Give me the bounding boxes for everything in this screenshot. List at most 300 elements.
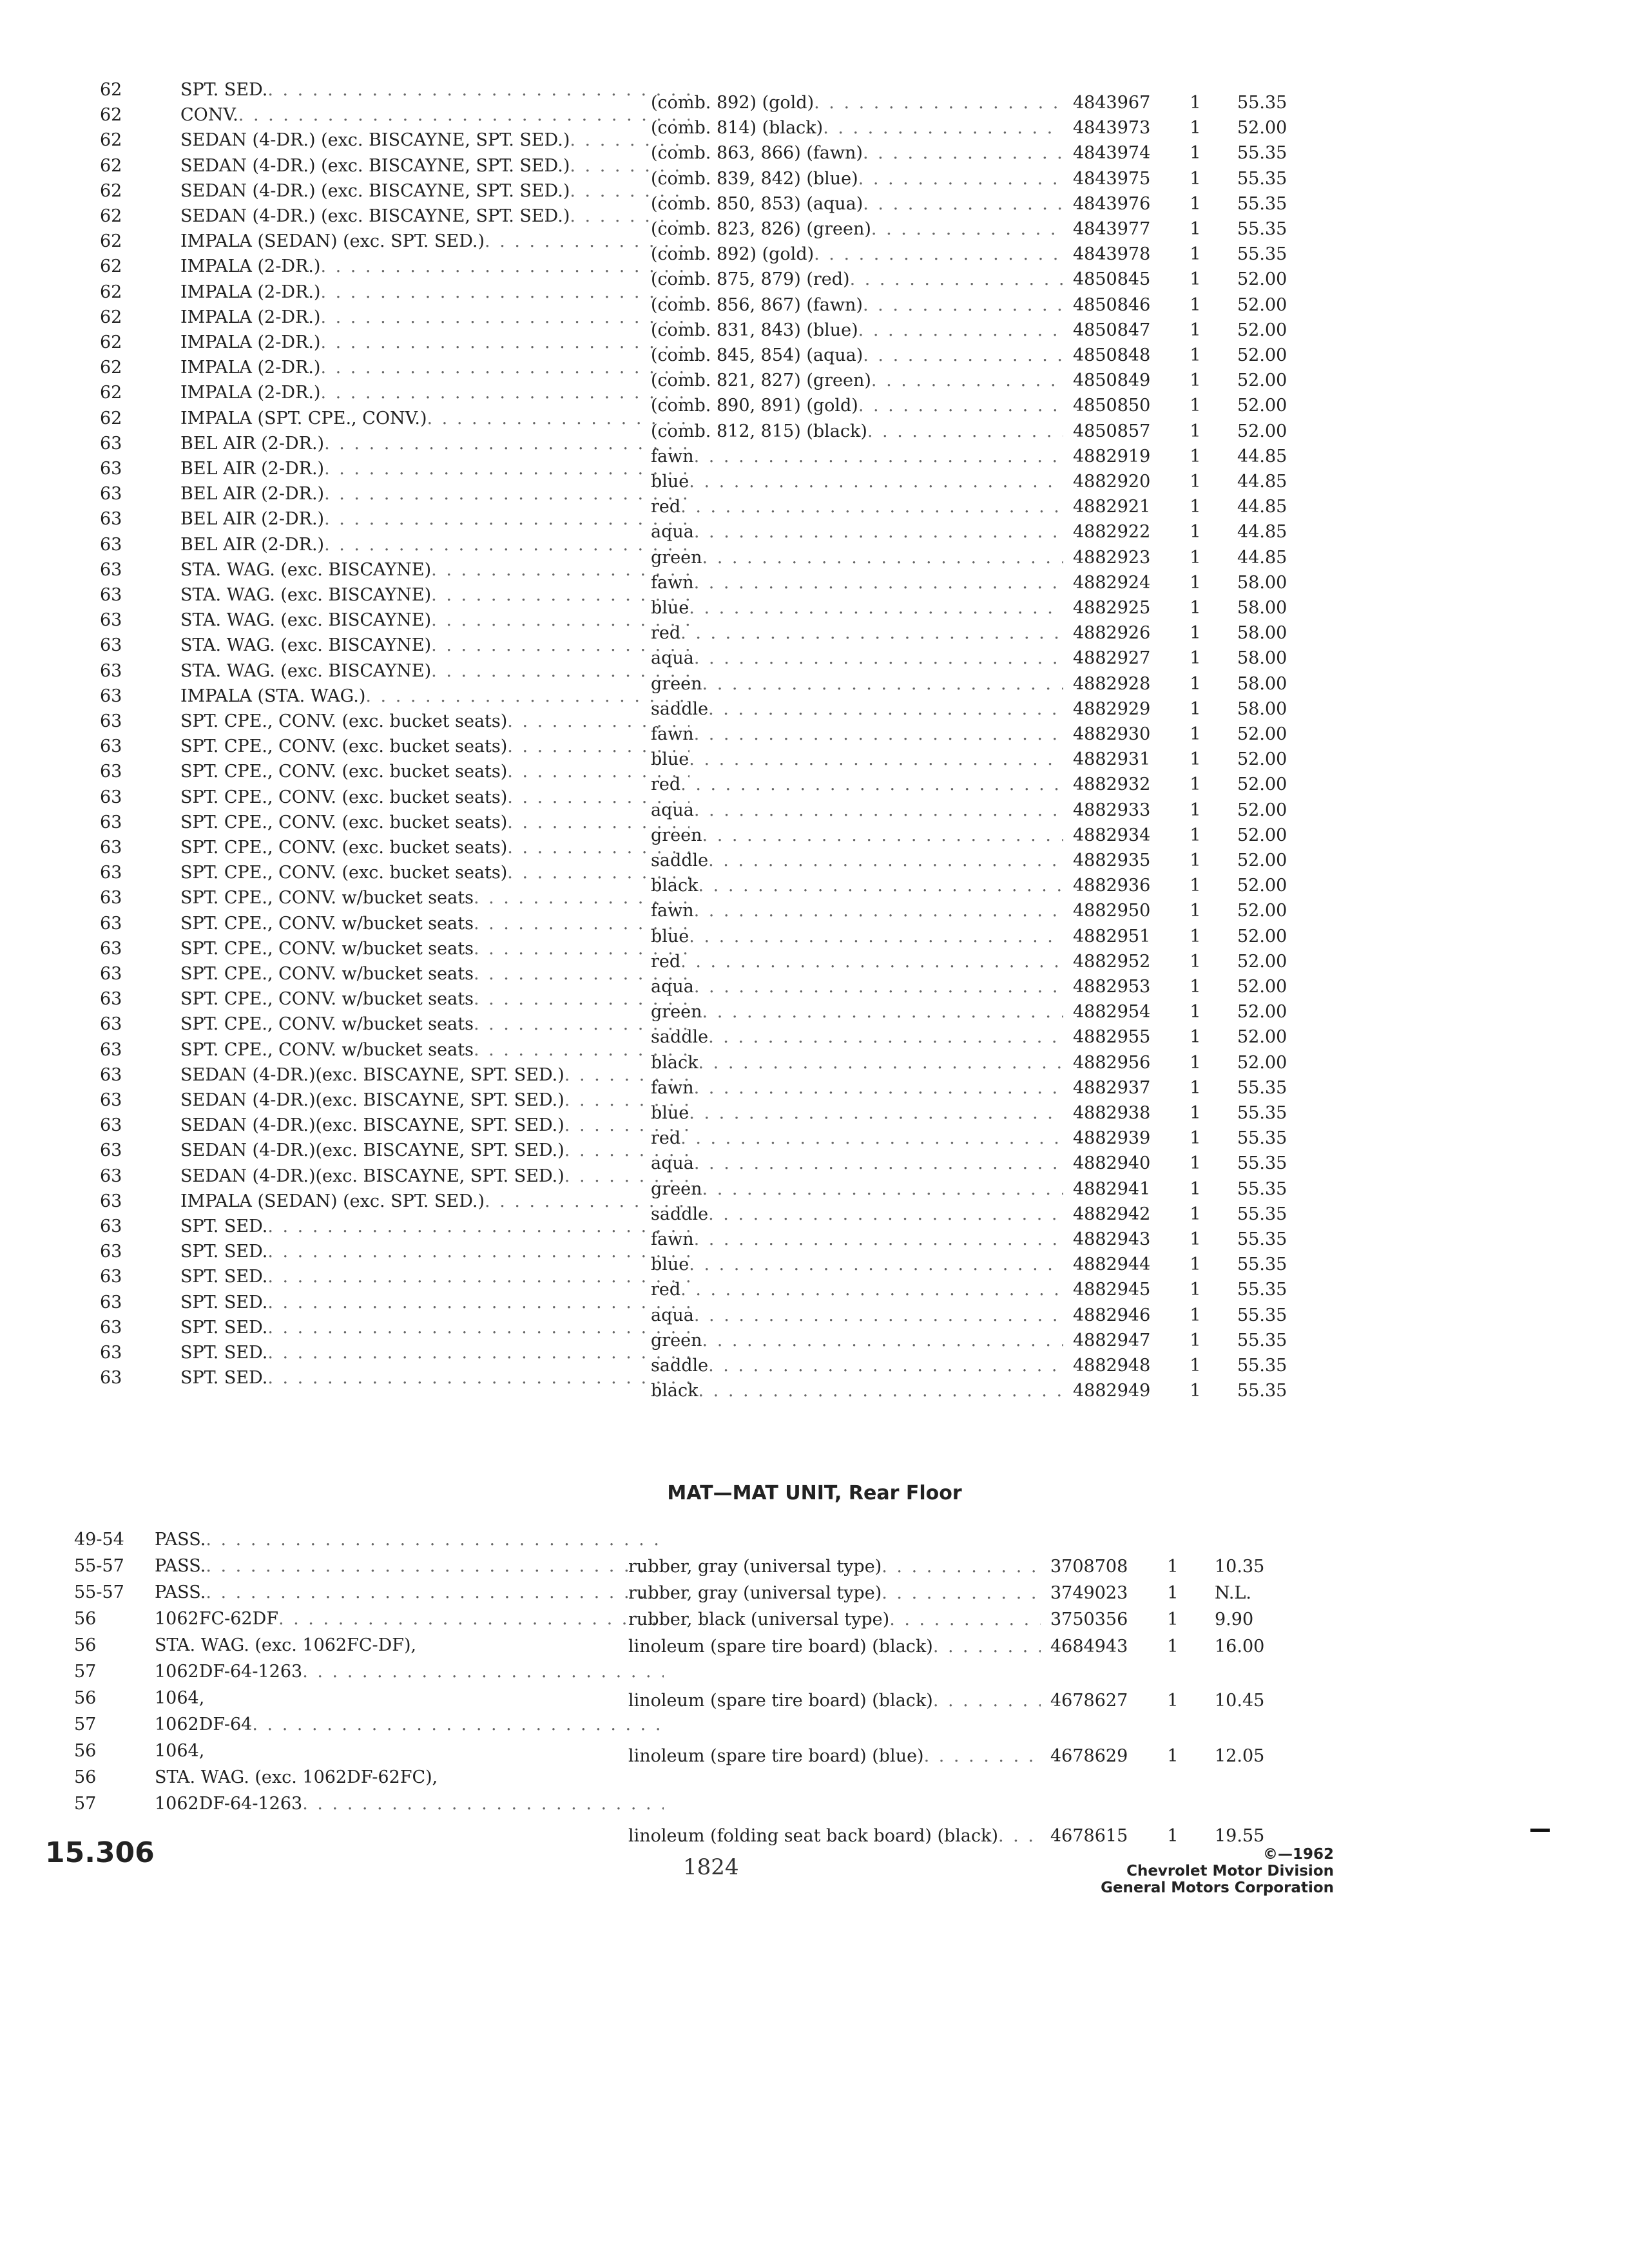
table-row bbox=[74, 1791, 667, 1817]
quantity: 1 bbox=[1190, 396, 1201, 416]
leader-dots bbox=[867, 419, 1063, 445]
leader-dots bbox=[998, 1823, 1041, 1849]
price: 44.85 bbox=[1237, 497, 1287, 517]
table-row bbox=[100, 986, 693, 1012]
model-description-text: SPT. SED. bbox=[180, 1242, 268, 1262]
quantity: 1 bbox=[1190, 93, 1201, 113]
model-description bbox=[155, 1633, 664, 1658]
table-row bbox=[651, 191, 1334, 217]
model-description-text: IMPALA (2-DR.) bbox=[180, 383, 321, 403]
leader-dots bbox=[206, 1553, 664, 1579]
quantity: 1 bbox=[1190, 573, 1201, 593]
leader-dots bbox=[871, 216, 1063, 242]
model-description-text: BEL AIR (2-DR.) bbox=[180, 509, 325, 529]
leader-dots bbox=[324, 506, 689, 532]
price: 55.35 bbox=[1237, 1153, 1287, 1173]
part-number: 4882951 bbox=[1073, 927, 1151, 947]
quantity: 1 bbox=[1190, 749, 1201, 769]
table-row bbox=[651, 1378, 1334, 1404]
part-number: 4882956 bbox=[1073, 1053, 1151, 1073]
model-description-text: IMPALA (2-DR.) bbox=[180, 282, 321, 302]
model-description-text: SEDAN (4-DR.)(exc. BISCAYNE, SPT. SED.) bbox=[180, 1065, 564, 1085]
table-row bbox=[100, 633, 693, 658]
model-year: 62 bbox=[100, 181, 122, 201]
part-description-text: red bbox=[651, 774, 681, 794]
part-description-text: aqua bbox=[651, 800, 694, 820]
leader-dots bbox=[689, 1100, 1063, 1126]
table-row bbox=[651, 898, 1334, 924]
model-description-text: SEDAN (4-DR.)(exc. BISCAYNE, SPT. SED.) bbox=[180, 1140, 564, 1160]
part-description bbox=[651, 393, 1063, 419]
leader-dots bbox=[694, 1303, 1063, 1329]
quantity: 1 bbox=[1190, 1002, 1201, 1022]
table-row bbox=[100, 1189, 693, 1215]
price: 52.00 bbox=[1237, 1053, 1287, 1073]
quantity: 1 bbox=[1190, 598, 1201, 618]
part-description-text: fawn bbox=[651, 1078, 694, 1098]
model-description-text: PASS. bbox=[155, 1530, 206, 1550]
price: 12.05 bbox=[1215, 1746, 1265, 1766]
price: 55.35 bbox=[1237, 1179, 1287, 1199]
model-description bbox=[180, 1365, 689, 1391]
leader-dots bbox=[680, 1277, 1063, 1303]
part-number: 4882921 bbox=[1073, 497, 1151, 517]
part-description bbox=[651, 823, 1063, 849]
model-year: 63 bbox=[100, 1090, 122, 1110]
quantity: 1 bbox=[1190, 370, 1201, 390]
part-description bbox=[651, 1227, 1063, 1253]
model-year: 62 bbox=[100, 206, 122, 226]
part-description bbox=[651, 974, 1063, 1000]
model-description bbox=[180, 1315, 689, 1341]
part-description-text: saddle bbox=[651, 1204, 709, 1224]
table-row bbox=[651, 570, 1334, 596]
part-number: 4882928 bbox=[1073, 674, 1151, 694]
model-description-text: SEDAN (4-DR.) (exc. BISCAYNE, SPT. SED.) bbox=[180, 181, 570, 201]
leader-dots bbox=[933, 1688, 1041, 1714]
part-description bbox=[651, 1277, 1063, 1303]
price: 52.00 bbox=[1237, 876, 1287, 896]
part-description bbox=[651, 873, 1063, 899]
price: 58.00 bbox=[1237, 623, 1287, 643]
table-row bbox=[651, 747, 1334, 773]
leader-dots bbox=[814, 242, 1063, 267]
leader-dots bbox=[320, 280, 689, 305]
model-year: 63 bbox=[100, 1267, 122, 1287]
quantity: 1 bbox=[1190, 1381, 1201, 1401]
price: 55.35 bbox=[1237, 1305, 1287, 1325]
part-description bbox=[651, 924, 1063, 950]
model-year: 55-57 bbox=[74, 1582, 124, 1602]
quantity: 1 bbox=[1190, 699, 1201, 719]
part-description bbox=[651, 747, 1063, 773]
table-row bbox=[651, 90, 1334, 116]
part-number: 4850857 bbox=[1073, 421, 1151, 441]
part-number: 4850845 bbox=[1073, 269, 1151, 289]
price: 55.35 bbox=[1237, 219, 1287, 239]
part-number: 4882923 bbox=[1073, 548, 1151, 568]
part-description-text: red bbox=[651, 1128, 681, 1148]
model-description-text: SEDAN (4-DR.)(exc. BISCAYNE, SPT. SED.) bbox=[180, 1166, 564, 1186]
model-year: 63 bbox=[100, 888, 122, 908]
table-row bbox=[100, 1138, 693, 1164]
model-description-text: SPT. SED. bbox=[180, 1293, 268, 1312]
leader-dots bbox=[694, 519, 1063, 545]
part-number: 4882927 bbox=[1073, 648, 1151, 668]
table-row bbox=[651, 166, 1334, 192]
leader-dots bbox=[680, 949, 1063, 975]
leader-dots bbox=[702, 1177, 1063, 1202]
model-year: 63 bbox=[100, 661, 122, 681]
table-row bbox=[100, 785, 693, 811]
model-description-text: SPT. SED. bbox=[180, 1343, 268, 1363]
leader-dots bbox=[708, 848, 1063, 874]
leader-dots bbox=[694, 798, 1063, 823]
leader-dots bbox=[694, 444, 1063, 470]
leader-dots bbox=[708, 1202, 1063, 1227]
leader-dots bbox=[302, 1791, 664, 1817]
part-description bbox=[651, 368, 1063, 394]
part-description bbox=[651, 419, 1063, 445]
part-description bbox=[651, 216, 1063, 242]
price: 10.35 bbox=[1215, 1557, 1265, 1577]
leader-dots bbox=[694, 722, 1063, 747]
part-description-text: blue bbox=[651, 1254, 689, 1274]
part-number: 4678627 bbox=[1050, 1691, 1128, 1711]
model-description bbox=[155, 1553, 664, 1579]
model-year: 62 bbox=[100, 307, 122, 327]
table-row bbox=[651, 469, 1334, 495]
part-number: 4850846 bbox=[1073, 295, 1151, 315]
table-row bbox=[651, 1177, 1334, 1202]
part-description bbox=[651, 519, 1063, 545]
part-description bbox=[651, 595, 1063, 621]
part-number: 4882924 bbox=[1073, 573, 1151, 593]
model-year: 63 bbox=[100, 635, 122, 655]
model-description-text: SPT. CPE., CONV. w/bucket seats bbox=[180, 888, 474, 908]
table-row bbox=[74, 1765, 667, 1791]
quantity: 1 bbox=[1190, 548, 1201, 568]
model-year: 62 bbox=[100, 282, 122, 302]
model-description bbox=[155, 1659, 664, 1685]
model-description-text: SEDAN (4-DR.) (exc. BISCAYNE, SPT. SED.) bbox=[180, 206, 570, 226]
table-row bbox=[100, 229, 693, 255]
model-description-text: BEL AIR (2-DR.) bbox=[180, 459, 325, 479]
model-description-text: SPT. SED. bbox=[180, 1318, 268, 1338]
table-row bbox=[100, 734, 693, 760]
model-description-text: IMPALA (2-DR.) bbox=[180, 307, 321, 327]
part-description bbox=[651, 1050, 1063, 1076]
model-year: 62 bbox=[100, 383, 122, 403]
price: 52.00 bbox=[1237, 396, 1287, 416]
model-year: 62 bbox=[100, 256, 122, 276]
leader-dots bbox=[320, 380, 689, 406]
model-description bbox=[180, 1113, 689, 1139]
model-description-text: SPT. CPE., CONV. (exc. bucket seats) bbox=[180, 838, 508, 858]
part-description bbox=[651, 166, 1063, 192]
leader-dots bbox=[708, 1024, 1063, 1050]
part-description-text: (comb. 839, 842) (blue) bbox=[651, 169, 858, 189]
model-year: 63 bbox=[100, 1040, 122, 1060]
table-row bbox=[100, 506, 693, 532]
part-description-text: (comb. 863, 866) (fawn) bbox=[651, 143, 863, 163]
model-description-text: IMPALA (STA. WAG.) bbox=[180, 686, 366, 706]
part-description-text: saddle bbox=[651, 1356, 709, 1376]
part-number: 4882932 bbox=[1073, 774, 1151, 794]
part-description-text: fawn bbox=[651, 1229, 694, 1249]
price: 52.00 bbox=[1237, 952, 1287, 972]
table-row bbox=[74, 1659, 667, 1685]
model-description bbox=[180, 885, 689, 911]
table-row bbox=[100, 178, 693, 204]
model-description-text: PASS. bbox=[155, 1556, 206, 1576]
table-row bbox=[74, 1606, 667, 1632]
model-year: 63 bbox=[100, 863, 122, 883]
page-number: 1824 bbox=[683, 1854, 739, 1880]
model-description bbox=[180, 810, 689, 836]
table-row bbox=[651, 393, 1334, 419]
model-description-text: IMPALA (SPT. CPE., CONV.) bbox=[180, 408, 427, 428]
leader-dots bbox=[708, 697, 1063, 722]
model-year: 62 bbox=[100, 80, 122, 100]
copyright-corporation: General Motors Corporation bbox=[1101, 1879, 1334, 1896]
part-description-text: aqua bbox=[651, 522, 694, 542]
model-description bbox=[180, 153, 689, 179]
model-description-text: 1062DF-64-1263 bbox=[155, 1662, 303, 1682]
table-row bbox=[100, 658, 693, 684]
leader-dots bbox=[702, 999, 1063, 1025]
quantity: 1 bbox=[1190, 927, 1201, 947]
price: 55.35 bbox=[1237, 1381, 1287, 1401]
model-description bbox=[180, 911, 689, 937]
quantity: 1 bbox=[1190, 977, 1201, 997]
quantity: 1 bbox=[1167, 1583, 1179, 1603]
price: 52.00 bbox=[1237, 269, 1287, 289]
part-description-text: (comb. 892) (gold) bbox=[651, 244, 815, 264]
model-year: 56 bbox=[74, 1635, 97, 1655]
part-description-text: aqua bbox=[651, 1153, 694, 1173]
leader-dots bbox=[267, 1214, 689, 1240]
part-description-text: rubber, gray (universal type) bbox=[628, 1557, 882, 1577]
part-description-text: fawn bbox=[651, 447, 694, 466]
quantity: 1 bbox=[1190, 1229, 1201, 1249]
model-year: 63 bbox=[100, 812, 122, 832]
part-description-text: fawn bbox=[651, 573, 694, 593]
model-description-text: IMPALA (2-DR.) bbox=[180, 358, 321, 378]
quantity: 1 bbox=[1190, 800, 1201, 820]
model-year: 63 bbox=[100, 989, 122, 1009]
leader-dots bbox=[320, 355, 689, 381]
part-description-text: red bbox=[651, 497, 681, 517]
model-year: 56 bbox=[74, 1741, 97, 1761]
part-number: 3749023 bbox=[1050, 1583, 1128, 1603]
part-description-text: (comb. 890, 891) (gold) bbox=[651, 396, 858, 416]
model-year: 62 bbox=[100, 231, 122, 251]
leader-dots bbox=[889, 1607, 1041, 1633]
quantity: 1 bbox=[1167, 1610, 1179, 1629]
quantity: 1 bbox=[1190, 1179, 1201, 1199]
model-description-text: SPT. SED. bbox=[180, 1267, 268, 1287]
quantity: 1 bbox=[1190, 194, 1201, 214]
model-description-text: STA. WAG. (exc. BISCAYNE) bbox=[180, 560, 432, 580]
table-row bbox=[628, 1607, 1311, 1633]
model-year: 63 bbox=[100, 686, 122, 706]
price: 55.35 bbox=[1237, 1204, 1287, 1224]
price: 58.00 bbox=[1237, 573, 1287, 593]
leader-dots bbox=[238, 102, 689, 128]
model-year: 62 bbox=[100, 156, 122, 176]
margin-dash-mark bbox=[1530, 1829, 1550, 1832]
model-description-text: SPT. SED. bbox=[180, 1216, 268, 1236]
part-number: 4678629 bbox=[1050, 1746, 1128, 1766]
part-number: 4882937 bbox=[1073, 1078, 1151, 1098]
model-description bbox=[180, 229, 689, 255]
model-year: 63 bbox=[100, 1318, 122, 1338]
part-description-text: black bbox=[651, 1381, 699, 1401]
model-description bbox=[180, 1340, 689, 1366]
model-description-text: SPT. CPE., CONV. (exc. bucket seats) bbox=[180, 787, 508, 807]
table-row bbox=[651, 1126, 1334, 1151]
leader-dots bbox=[924, 1744, 1041, 1769]
table-row bbox=[100, 557, 693, 583]
part-number: 4850847 bbox=[1073, 320, 1151, 340]
price: 52.00 bbox=[1237, 345, 1287, 365]
part-number: 4850850 bbox=[1073, 396, 1151, 416]
part-description bbox=[651, 90, 1063, 116]
copyright-year: ©—1962 bbox=[1262, 1846, 1334, 1863]
model-year: 57 bbox=[74, 1715, 97, 1735]
model-year: 63 bbox=[100, 914, 122, 934]
leader-dots bbox=[694, 1151, 1063, 1177]
price: 52.00 bbox=[1237, 1002, 1287, 1022]
model-description-text: STA. WAG. (exc. BISCAYNE) bbox=[180, 585, 432, 605]
table-row bbox=[651, 1277, 1334, 1303]
quantity: 1 bbox=[1190, 497, 1201, 517]
leader-dots bbox=[699, 1050, 1064, 1076]
table-row bbox=[628, 1554, 1311, 1580]
quantity: 1 bbox=[1190, 269, 1201, 289]
table-row bbox=[651, 293, 1334, 318]
part-number: 4882922 bbox=[1073, 522, 1151, 542]
model-year: 62 bbox=[100, 332, 122, 352]
model-description bbox=[155, 1712, 664, 1738]
part-description-text: red bbox=[651, 1280, 681, 1300]
model-description bbox=[155, 1791, 664, 1817]
quantity: 1 bbox=[1190, 421, 1201, 441]
model-description-text: PASS. bbox=[155, 1582, 206, 1602]
part-description-text: linoleum (spare tire board) (black) bbox=[628, 1691, 933, 1711]
table-row bbox=[100, 77, 693, 103]
part-description bbox=[651, 1353, 1063, 1379]
model-description-text: SPT. CPE., CONV. w/bucket seats bbox=[180, 939, 474, 959]
table-row bbox=[100, 128, 693, 153]
table-row bbox=[100, 1290, 693, 1316]
leader-dots bbox=[680, 772, 1063, 798]
model-year: 63 bbox=[100, 1115, 122, 1135]
part-description bbox=[628, 1688, 1041, 1714]
price: 52.00 bbox=[1237, 421, 1287, 441]
leader-dots bbox=[702, 1328, 1063, 1354]
table-row bbox=[651, 671, 1334, 697]
table-row bbox=[100, 1239, 693, 1265]
quantity: 1 bbox=[1190, 648, 1201, 668]
price: 16.00 bbox=[1215, 1637, 1265, 1657]
table-row bbox=[100, 684, 693, 709]
table-row bbox=[74, 1686, 667, 1711]
model-description bbox=[180, 1264, 689, 1290]
part-number: 4882950 bbox=[1073, 901, 1151, 921]
table-row bbox=[100, 102, 693, 128]
model-year: 62 bbox=[100, 408, 122, 428]
model-description bbox=[180, 330, 689, 356]
leader-dots bbox=[702, 823, 1063, 849]
model-description-text: SPT. CPE., CONV. (exc. bucket seats) bbox=[180, 812, 508, 832]
quantity: 1 bbox=[1190, 1053, 1201, 1073]
model-year: 62 bbox=[100, 130, 122, 150]
part-number: 4882919 bbox=[1073, 447, 1151, 466]
leader-dots bbox=[302, 1659, 664, 1685]
table-row bbox=[628, 1744, 1311, 1769]
leader-dots bbox=[320, 330, 689, 356]
model-year: 63 bbox=[100, 1368, 122, 1388]
leader-dots bbox=[689, 747, 1063, 773]
part-number: 4882933 bbox=[1073, 800, 1151, 820]
part-description bbox=[651, 999, 1063, 1025]
table-row bbox=[100, 431, 693, 457]
part-number: 4882941 bbox=[1073, 1179, 1151, 1199]
part-description-text: saddle bbox=[651, 1027, 709, 1047]
model-description-text: SPT. SED. bbox=[180, 1368, 268, 1388]
table-row bbox=[651, 1303, 1334, 1329]
model-year: 63 bbox=[100, 1065, 122, 1085]
quantity: 1 bbox=[1190, 1305, 1201, 1325]
leader-dots bbox=[680, 1126, 1063, 1151]
quantity: 1 bbox=[1190, 1128, 1201, 1148]
model-year: 62 bbox=[100, 105, 122, 125]
quantity: 1 bbox=[1167, 1746, 1179, 1766]
table-row bbox=[100, 1012, 693, 1037]
table-row bbox=[651, 368, 1334, 394]
price: 55.35 bbox=[1237, 1078, 1287, 1098]
part-number: 4882935 bbox=[1073, 850, 1151, 870]
table-row bbox=[651, 242, 1334, 267]
table-row bbox=[74, 1738, 667, 1764]
price: 52.00 bbox=[1237, 724, 1287, 744]
leader-dots bbox=[320, 305, 689, 331]
model-year: 63 bbox=[100, 787, 122, 807]
page-id: 15.306 bbox=[45, 1836, 155, 1869]
model-description bbox=[180, 481, 689, 507]
model-description-text: IMPALA (SEDAN) (exc. SPT. SED.) bbox=[180, 231, 485, 251]
model-year: 63 bbox=[100, 838, 122, 858]
price: 55.35 bbox=[1237, 1331, 1287, 1350]
part-number: 4843974 bbox=[1073, 143, 1151, 163]
model-description-text: SPT. CPE., CONV. (exc. bucket seats) bbox=[180, 863, 508, 883]
table-row bbox=[651, 1151, 1334, 1177]
part-description-text: black bbox=[651, 876, 699, 896]
part-description bbox=[651, 697, 1063, 722]
table-row bbox=[100, 1037, 693, 1063]
part-number: 4882952 bbox=[1073, 952, 1151, 972]
table-row bbox=[651, 216, 1334, 242]
model-year: 63 bbox=[100, 535, 122, 555]
part-description-text: linoleum (spare tire board) (blue) bbox=[628, 1746, 924, 1766]
quantity: 1 bbox=[1190, 674, 1201, 694]
price: 44.85 bbox=[1237, 522, 1287, 542]
leader-dots bbox=[267, 1264, 689, 1290]
model-description bbox=[180, 557, 689, 583]
table-row bbox=[651, 646, 1334, 671]
